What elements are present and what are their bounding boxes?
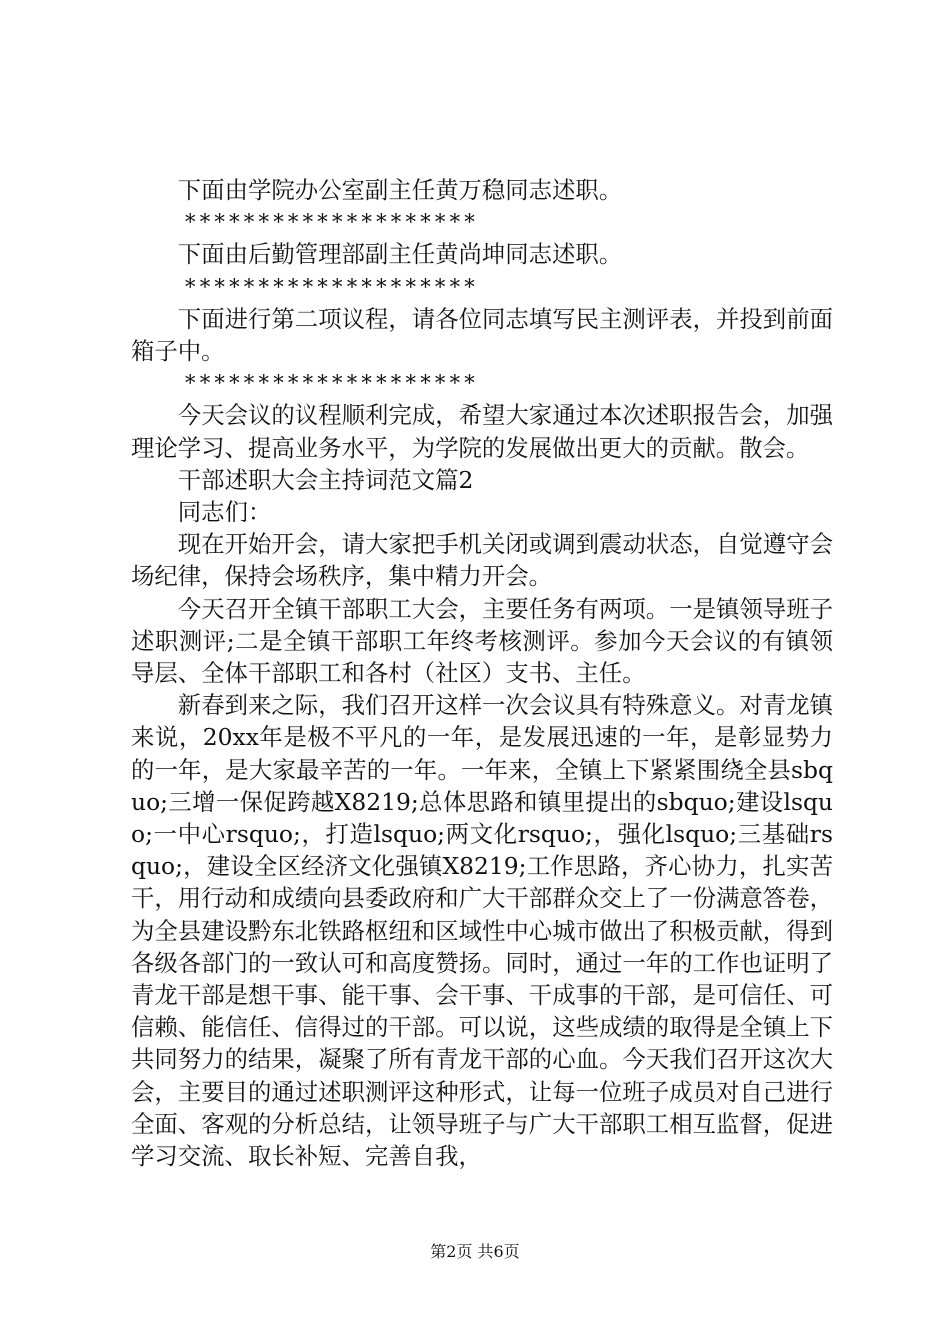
paragraph: 下面由后勤管理部副主任黄尚坤同志述职。 [177, 240, 623, 269]
separator-stars: ******************** [185, 274, 479, 299]
separator-stars: ******************** [185, 210, 479, 235]
paragraph: 下面进行第二项议程，请各位同志填写民主测评表，并投到前面箱子中。 [131, 304, 833, 366]
paragraph: 今天会议的议程顺利完成，希望大家通过本次述职报告会，加强理论学习、提高业务水平，为学院的发展做出更大的贡献。散会。 [131, 401, 833, 462]
paragraph: 新春到来之际，我们召开这样一次会议具有特殊意义。对青龙镇来说，20xx年是极不平凡的一年，是发展迅速的一年，是彰显势力的一年，是大家最辛苦的一年。一年来，全镇上下紧紧围绕全县sbquo;三增一保促跨越X8219;总体思路和镇里提出的sbquo;建设lsquo;一中心rsquo;，打造lsquo;两文化rsquo;，强化lsquo;三基础rsquo;，建设全区经济文化强镇X8219;工作思路，齐心协力，扎实苦干，用行动和成绩向县委政府和广大干部群众交上了一份满意答卷，为全县建设黔东北铁路枢纽和区域性中心城市做出了积极贡献，得到各级各部门的一致认可和高度赞扬。同时，通过一年的工作也证明了青龙干部是想干事、能干事、会干事、干成事的干部，是可信任、可信赖、能信任、信得过的干部。可以说，这些成绩的取得是全镇上下共同努力的结果，凝聚了所有青龙干部的心血。今天我们召开这次大会，主要目的通过述职测评这种形式，让每一位班子成员对自己进行全面、客观的分析总结，让领导班子与广大干部职工相互监督，促进学习交流、取长补短、完善自我， [131, 691, 833, 1171]
section-heading: 干部述职大会主持词范文篇2 [177, 465, 474, 494]
separator-stars: ******************** [185, 371, 479, 396]
paragraph: 今天召开全镇干部职工大会，主要任务有两项。一是镇领导班子述职测评;二是全镇干部职工年终考核测评。参加今天会议的有镇领导层、全体干部职工和各村（社区）支书、主任。 [131, 594, 833, 688]
paragraph: 下面由学院办公室副主任黄万稳同志述职。 [177, 176, 623, 204]
salutation: 同志们： [177, 498, 272, 527]
page-footer: 第2页 共6页 [430, 1242, 520, 1261]
document-body [131, 174, 833, 1172]
paragraph: 现在开始开会，请大家把手机关闭或调到震动状态，自觉遵守会场纪律，保持会场秩序，集中精力开会。 [131, 530, 833, 591]
